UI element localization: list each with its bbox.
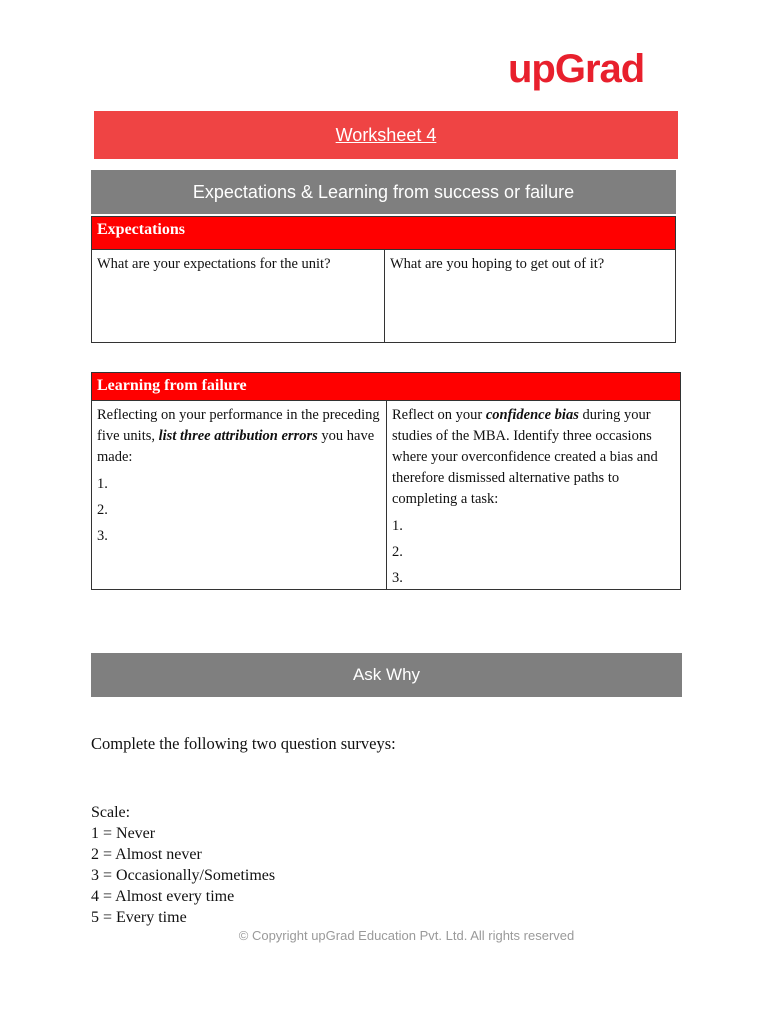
scale-label: Scale: — [91, 804, 131, 821]
expectations-table — [91, 216, 676, 343]
scale-item: 2 = Almost never — [91, 846, 202, 863]
confidence-bias-prompt: Reflect on your confidence bias during your studies of the MBA. Identify three occasions where your overconfidence created a bias and therefore dismissed alternative paths to completing a task: — [392, 407, 658, 507]
expectations-header: Expectations — [92, 217, 675, 250]
learning-from-failure-table — [91, 372, 681, 590]
failure-header: Learning from failure — [92, 373, 680, 401]
list-item: 1. — [97, 476, 108, 492]
list-item: 2. — [392, 544, 403, 560]
list-item: 2. — [97, 502, 108, 518]
list-item: 3. — [392, 570, 403, 586]
list-item: 3. — [97, 528, 108, 544]
section-title-ask-why: Ask Why — [91, 653, 682, 697]
scale-item: 3 = Occasionally/Sometimes — [91, 867, 276, 884]
copyright-footer: © Copyright upGrad Education Pvt. Ltd. All rights reserved — [238, 928, 575, 943]
survey-intro-text: Complete the following two question surveys: — [91, 734, 396, 753]
confidence-bias-cell — [386, 401, 680, 589]
expectations-question-cell: What are your expectations for the unit? — [97, 256, 331, 272]
attribution-errors-cell — [92, 401, 386, 589]
scale-legend — [91, 802, 275, 928]
scale-item: 5 = Every time — [91, 909, 187, 926]
section-title-expectations-learning: Expectations & Learning from success or failure — [91, 170, 676, 214]
attribution-errors-prompt: Reflecting on your performance in the preceding five units, list three attribution errors you have made: — [97, 407, 380, 465]
upgrad-logo: upGrad — [508, 47, 645, 91]
scale-item: 4 = Almost every time — [91, 888, 235, 905]
hoping-question-cell: What are you hoping to get out of it? — [384, 250, 675, 342]
scale-item: 1 = Never — [91, 825, 156, 842]
list-item: 1. — [392, 518, 403, 534]
worksheet-title: Worksheet 4 — [335, 124, 437, 145]
worksheet-banner — [94, 111, 678, 159]
